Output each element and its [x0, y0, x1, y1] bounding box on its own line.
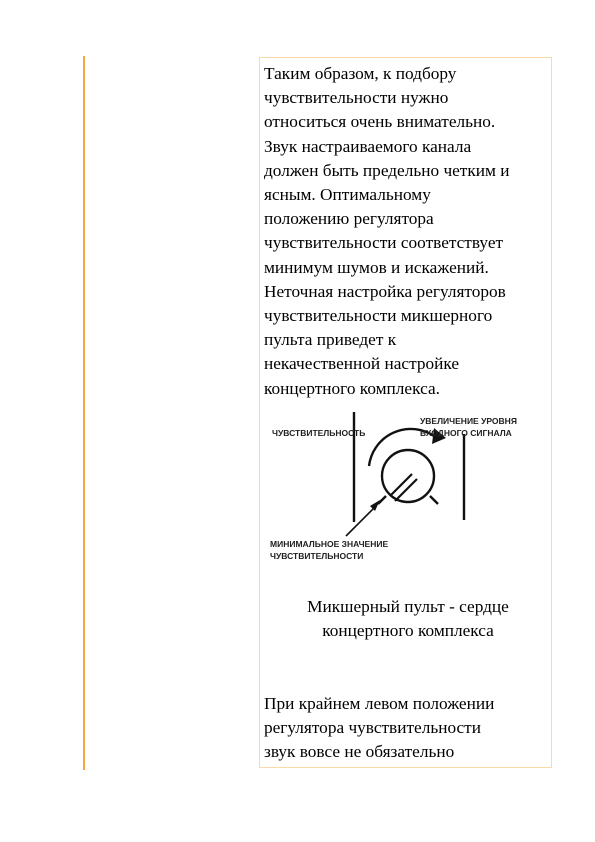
label-min-sensitivity: ЧУВСТВИТЕЛЬНОСТИ: [270, 551, 364, 561]
paragraph-line: концертного комплекса.: [264, 378, 440, 398]
knob-foot-left: [378, 496, 386, 504]
knob-pointer: [395, 479, 417, 501]
paragraph-line: минимум шумов и искажений.: [264, 257, 489, 277]
paragraph-line: чувствительности нужно: [264, 88, 449, 108]
paragraph-line: чувствительности соответствует: [264, 233, 504, 253]
paragraph-line: положению регулятора: [264, 209, 434, 229]
paragraph-line: должен быть предельно четким и: [264, 160, 510, 180]
paragraph-line: Таким образом, к подбору: [264, 64, 457, 83]
label-input-signal: ВХОДНОГО СИГНАЛА: [420, 428, 512, 438]
min-arrowhead: [370, 500, 380, 511]
paragraph-line: некачественной настройке: [264, 354, 459, 374]
knob-pointer: [390, 474, 412, 496]
figure-caption: [262, 595, 554, 643]
paragraph-line: регулятора чувствительности: [264, 718, 481, 738]
paragraph-line: При крайнем левом положении: [264, 694, 495, 713]
paragraph-line: чувствительности микшерного: [264, 306, 493, 326]
paragraph-sensitivity-selection: [264, 62, 554, 401]
paragraph-line: пульта приведет к: [264, 330, 397, 350]
left-margin-line: [83, 56, 85, 770]
label-min-value: МИНИМАЛЬНОЕ ЗНАЧЕНИЕ: [270, 539, 389, 549]
caption-line: концертного комплекса: [322, 621, 494, 640]
caption-line: Микшерный пульт - сердце: [307, 597, 509, 616]
paragraph-left-position: [264, 692, 554, 765]
min-arrow: [346, 506, 376, 536]
paragraph-line: ясным. Оптимальному: [264, 185, 431, 205]
paragraph-line: Звук настраиваемого канала: [264, 136, 472, 156]
label-increase-level: УВЕЛИЧЕНИЕ УРОВНЯ: [420, 416, 517, 426]
paragraph-line: звук вовсе не обязательно: [264, 742, 455, 762]
knob-circle: [382, 450, 434, 502]
paragraph-line: Неточная настройка регуляторов: [264, 281, 506, 301]
knob-foot-right: [430, 496, 438, 504]
label-sensitivity: ЧУВСТВИТЕЛЬНОСТЬ: [272, 428, 366, 438]
sensitivity-knob-diagram: [262, 404, 554, 574]
paragraph-line: относиться очень внимательно.: [264, 112, 496, 132]
